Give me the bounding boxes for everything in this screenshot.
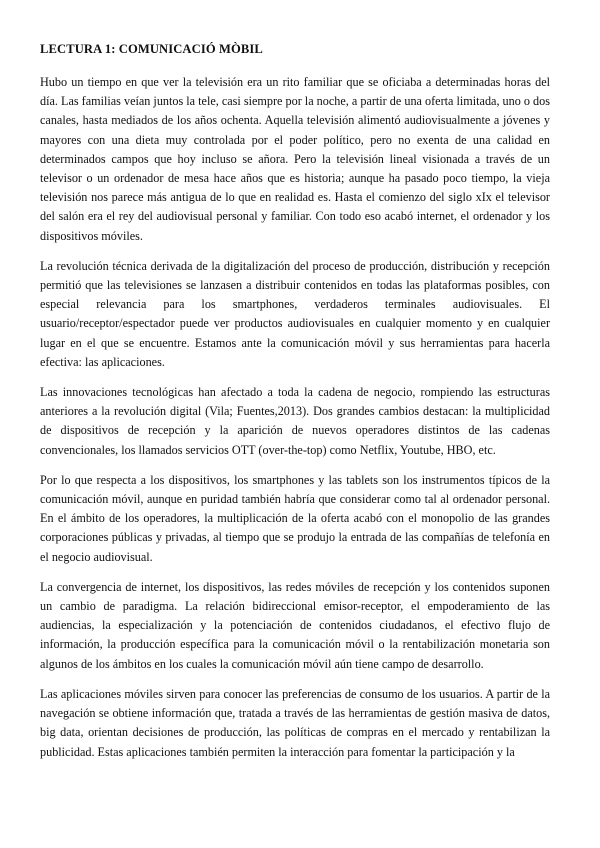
- document-body: [40, 40, 550, 773]
- page-title: LECTURA 1: COMUNICACIÓ MÒBIL: [40, 42, 263, 56]
- paragraph-2: La revolución técnica derivada de la digitalización del proceso de producción, distribución y recepción permitió que las televisiones se lanzasen a distribuir contenidos en todas las plataformas posibles, con especial relevancia para los smartphones, verdaderos terminales audiovisuales. El usuario/receptor/espectador puede ver productos audiovisuales en cualquier momento y en cualquier lugar en el que se encuentre. Estamos ante la comunicación móvil y sus herramientas para hacerla efectiva: las aplicaciones.: [40, 258, 550, 369]
- paragraph-3: Las innovaciones tecnológicas han afectado a toda la cadena de negocio, rompiendo las estructuras anteriores a la revolución digital (Vila; Fuentes,2013). Dos grandes cambios destacan: la multiplicidad de dispositivos de recepción y la aparición de nuevos operadores distintos de las cadenas convencionales, los llamados servicios OTT (over-the-top) como Netflix, Youtube, HBO, etc.: [40, 385, 550, 457]
- paragraph-1: Hubo un tiempo en que ver la televisión era un rito familiar que se oficiaba a determinadas horas del día. Las familias veían juntos la tele, casi siempre por la noche, a partir de una oferta limitada, uno o dos canales, hasta mediados de los años ochenta. Aquella televisión alimentó audiovisualmente a jóvenes y mayores con una dieta muy controlada por el poder político, pero no exenta de una calidad en determinados campos que hoy incluso se añora. Pero la televisión lineal visionada a través de un televisor o un ordenador de mesa hace años que es historia; aunque ha pasado poco tiempo, la vieja televisión nos parece más antigua de lo que en realidad es. Hasta el comienzo del siglo xIx el televisor del salón era el rey del audiovisual personal y familiar. Con todo eso acabó internet, el ordenador y los dispositivos móviles.: [40, 75, 550, 243]
- paragraph-4: Por lo que respecta a los dispositivos, los smartphones y las tablets son los instrumentos típicos de la comunicación móvil, aunque en puridad también habría que considerar como tal al ordenador personal. En el ámbito de los operadores, la multiplicación de la oferta acabó con el monopolio de las grandes corporaciones públicas y privadas, al tiempo que se produjo la entrada de las compañías de telefonía en el negocio audiovisual.: [40, 472, 550, 564]
- paragraph-5: La convergencia de internet, los dispositivos, las redes móviles de recepción y los contenidos suponen un cambio de paradigma. La relación bidireccional emisor-receptor, el empoderamiento de las audiencias, la especialización y la potenciación de contenidos ciudadanos, el efectivo flujo de información, la producción específica para la comunicación móvil o la rentabilización monetaria son algunos de los ámbitos en los cuales la comunicación móvil aún tiene campo de desarrollo.: [40, 579, 550, 671]
- paragraph-6: Las aplicaciones móviles sirven para conocer las preferencias de consumo de los usuarios. A partir de la navegación se obtiene información que, tratada a través de las herramientas de gestión masiva de datos, big data, orientan decisiones de producción, las políticas de compras en el mercado y rentabilizan la publicidad. Estas aplicaciones también permiten la interacción para fomentar la participación y la: [40, 686, 550, 759]
